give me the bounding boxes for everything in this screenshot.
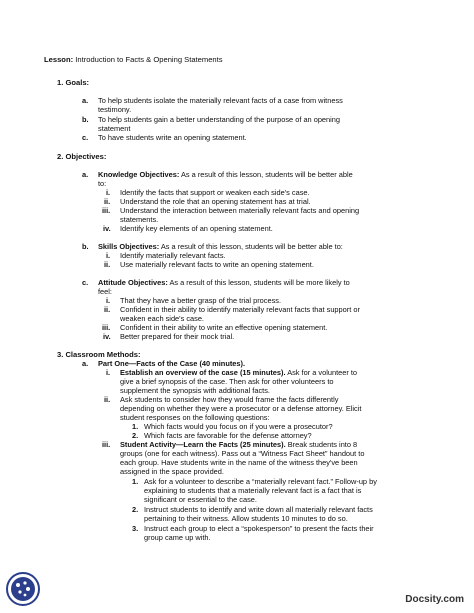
overview-text: Ask for a volunteer to <box>287 368 358 377</box>
item-line: assigned in the space provided. <box>120 467 224 476</box>
objective-marker: c. <box>82 278 89 287</box>
item-line: weaken each side's case. <box>120 314 204 323</box>
item-line: depending on whether they were a prosecutor or a defense attorney. Elicit <box>120 404 362 413</box>
item-line: statements. <box>120 215 159 224</box>
knowledge-objectives-intro: As a result of this lesson, students will be better able <box>180 170 353 179</box>
sub-marker: 1. <box>132 477 139 486</box>
lesson-line <box>44 55 223 64</box>
objective-marker: b. <box>82 242 89 251</box>
activity-label: Student Activity—Learn the Facts (25 minutes). <box>120 440 286 449</box>
sub-line: pertaining to their witness. Allow students 10 minutes to do so. <box>144 514 348 523</box>
lesson-label: Lesson: <box>44 55 74 64</box>
knowledge-objectives-label: Knowledge Objectives: <box>98 170 180 179</box>
item-line: Understand the role that an opening statement has at trial. <box>120 197 311 206</box>
item-marker: i. <box>106 368 111 377</box>
skills-objectives-line <box>98 242 343 251</box>
sub-line: Which facts are favorable for the defense attorney? <box>144 431 312 440</box>
methods-heading: 3. Classroom Methods: <box>57 350 141 359</box>
objective-marker: a. <box>82 170 89 179</box>
item-marker: i. <box>106 188 111 197</box>
skills-objectives-intro: As a result of this lesson, students will be better able to: <box>160 242 343 251</box>
part-one-heading: Part One—Facts of the Case (40 minutes). <box>98 359 246 368</box>
lesson-title: Introduction to Facts & Opening Statements <box>75 55 223 64</box>
item-marker: iv. <box>103 224 111 233</box>
item-line: student responses on the following questions: <box>120 413 270 422</box>
goal-line: To have students write an opening statement. <box>98 133 247 142</box>
item-marker: ii. <box>104 395 111 404</box>
item-marker: ii. <box>104 197 111 206</box>
goal-marker: a. <box>82 96 89 105</box>
attitude-objectives-line <box>98 278 350 287</box>
item-line: Confident in their ability to write an effective opening statement. <box>120 323 328 332</box>
knowledge-objectives-intro-cont: to: <box>98 179 107 188</box>
goal-marker: c. <box>82 133 89 142</box>
sub-line: Ask for a volunteer to describe a “materially relevant fact.” Follow-up by <box>144 477 377 486</box>
item-marker: i. <box>106 296 111 305</box>
objectives-heading: 2. Objectives: <box>57 152 107 161</box>
goal-marker: b. <box>82 115 89 124</box>
item-line: supplement the synopsis with additional facts. <box>120 386 270 395</box>
activity-text: Break students into 8 <box>287 440 358 449</box>
item-line: groups (one for each witness). Pass out a “Witness Fact Sheet” handout to <box>120 449 365 458</box>
attitude-objectives-intro-cont: feel: <box>98 287 112 296</box>
attitude-objectives-label: Attitude Objectives: <box>98 278 168 287</box>
item-line: Identify the facts that support or weaken each side's case. <box>120 188 310 197</box>
item-line: Better prepared for their mock trial. <box>120 332 235 341</box>
item-marker: iii. <box>102 206 111 215</box>
goal-line: To help students isolate the materially relevant facts of a case from witness <box>98 96 343 105</box>
docsity-logo-icon[interactable] <box>5 571 41 607</box>
overview-label: Establish an overview of the case (15 minutes). <box>120 368 286 377</box>
sub-line: explaining to students that a materially relevant fact is a fact that is <box>144 486 362 495</box>
goal-line: testimony. <box>98 105 132 114</box>
item-line: give a brief synopsis of the case. Then ask for other volunteers to <box>120 377 334 386</box>
item-line: Use materially relevant facts to write an opening statement. <box>120 260 314 269</box>
overview-line <box>120 368 357 377</box>
item-marker: i. <box>106 251 111 260</box>
sub-marker: 3. <box>132 524 139 533</box>
item-marker: iii. <box>102 440 111 449</box>
item-marker: ii. <box>104 260 111 269</box>
sub-line: Which facts would you focus on if you were a prosecutor? <box>144 422 333 431</box>
item-line: Identify materially relevant facts. <box>120 251 226 260</box>
item-line: Confident in their ability to identify materially relevant facts that support or <box>120 305 360 314</box>
item-line: Understand the interaction between materially relevant facts and opening <box>120 206 360 215</box>
skills-objectives-label: Skills Objectives: <box>98 242 160 251</box>
sub-marker: 2. <box>132 431 139 440</box>
item-line: each group. Have students write in the name of the witness they've been <box>120 458 358 467</box>
sub-marker: 2. <box>132 505 139 514</box>
sub-line: Instruct each group to elect a “spokesperson” to present the facts their <box>144 524 374 533</box>
activity-line <box>120 440 357 449</box>
goals-heading: 1. Goals: <box>57 78 90 87</box>
knowledge-objectives-line <box>98 170 353 179</box>
item-line: Ask students to consider how they would frame the facts differently <box>120 395 339 404</box>
goal-line: statement <box>98 124 131 133</box>
docsity-logo-svg <box>5 571 41 607</box>
sub-line: significant or essential to the case. <box>144 495 257 504</box>
item-marker: iv. <box>103 332 111 341</box>
part-marker: a. <box>82 359 89 368</box>
sub-line: group came up with. <box>144 533 211 542</box>
sub-marker: 1. <box>132 422 139 431</box>
item-line: That they have a better grasp of the trial process. <box>120 296 282 305</box>
attitude-objectives-intro: As a result of this lesson, students will be more likely to <box>169 278 350 287</box>
sub-line: Instruct students to identify and write down all materially relevant facts <box>144 505 373 514</box>
goal-line: To help students gain a better understanding of the purpose of an opening <box>98 115 341 124</box>
item-marker: ii. <box>104 305 111 314</box>
docsity-watermark[interactable]: Docsity.com <box>405 594 464 605</box>
item-marker: iii. <box>102 323 111 332</box>
item-line: Identify key elements of an opening statement. <box>120 224 273 233</box>
